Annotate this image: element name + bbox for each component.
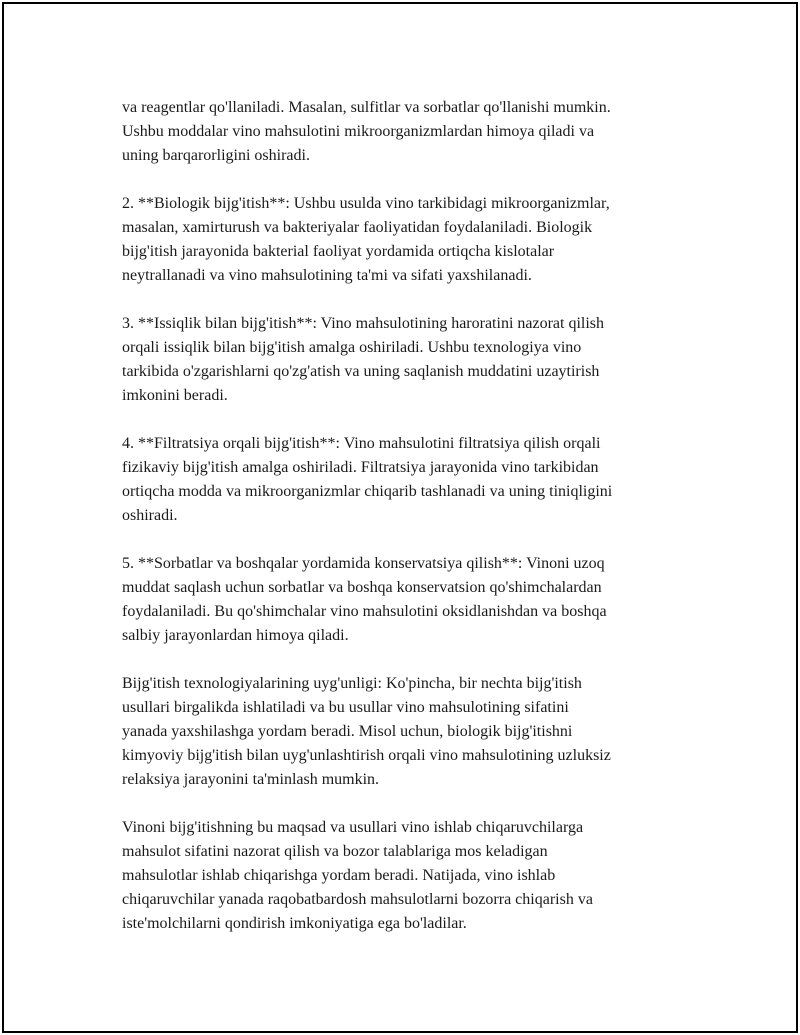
document-body <box>122 96 697 960</box>
paragraph-thermal: 3. **Issiqlik bilan bijg'itish**: Vino mahsulotining haroratini nazorat qilish orqali issiqlik bilan bijg'itish amalga oshiriladi. Ushbu texnologiya vino tarkibida o'zgarishlarni qo'zg'atish va uning saqlanish muddatini uzaytirish imkonini beradi. <box>122 315 605 404</box>
paragraph-combination: Bijg'itish texnologiyalarining uyg'unligi: Ko'pincha, bir nechta bijg'itish usullari birgalikda ishlatiladi va bu usullar vino mahsulotining sifatini yanada yaxshilashga yordam beradi. Misol uchun, biologik bijg'itishni kimyoviy bijg'itish bilan uyg'unlashtirish orqali vino mahsulotining uzluksiz relaksiya jarayonini ta'minlash mumkin. <box>122 675 611 788</box>
paragraph-chemical-continued: va reagentlar qo'llaniladi. Masalan, sulfitlar va sorbatlar qo'llanishi mumkin. Ushbu moddalar vino mahsulotini mikroorganizmlardan himoya qiladi va uning barqarorligini oshiradi. <box>122 99 611 164</box>
paragraph-preservation: 5. **Sorbatlar va boshqalar yordamida konservatsiya qilish**: Vinoni uzoq muddat saqlash uchun sorbatlar va boshqa konservatsion qo'shimchalardan foydalaniladi. Bu qo'shimchalar vino mahsulotini oksidlanishdan va boshqa salbiy jarayonlardan himoya qiladi. <box>122 555 607 644</box>
paragraph-conclusion: Vinoni bijg'itishning bu maqsad va usullari vino ishlab chiqaruvchilarga mahsulot sifatini nazorat qilish va bozor talablariga mos keladigan mahsulotlar ishlab chiqarishga yordam beradi. Natijada, vino ishlab chiqaruvchilar yanada raqobatbardosh mahsulotlarni bozorra chiqarish va iste'molchilarni qondirish imkoniyatiga ega bo'ladilar. <box>122 819 593 932</box>
page-frame <box>2 2 798 1033</box>
paragraph-biological: 2. **Biologik bijg'itish**: Ushbu usulda vino tarkibidagi mikroorganizmlar, masalan, xamirturush va bakteriyalar faoliyatidan foydalaniladi. Biologik bijg'itish jarayonida bakterial faoliyat yordamida ortiqcha kislotalar neytrallanadi va vino mahsulotining ta'mi va sifati yaxshilanadi. <box>122 195 610 284</box>
paragraph-filtration: 4. **Filtratsiya orqali bijg'itish**: Vino mahsulotini filtratsiya qilish orqali fizikaviy bijg'itish amalga oshiriladi. Filtratsiya jarayonida vino tarkibidan ortiqcha modda va mikroorganizmlar chiqarib tashlanadi va uning tiniqligini oshiradi. <box>122 435 613 524</box>
